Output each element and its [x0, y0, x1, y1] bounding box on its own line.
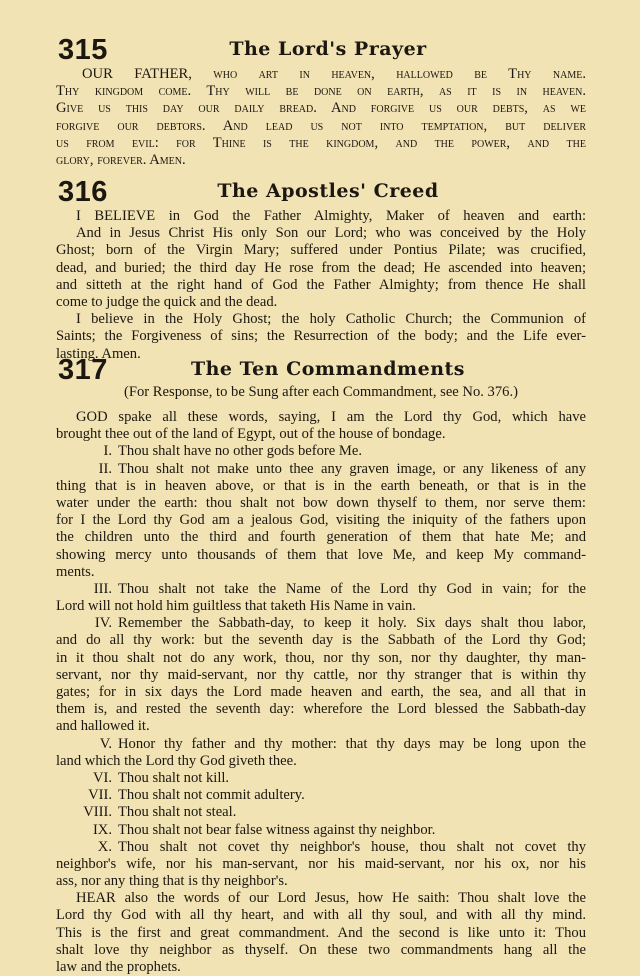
section-title: The Lord's Prayer [229, 38, 427, 60]
commandment-7 [56, 787, 586, 804]
text-line: dead, and buried; the third day He rose from the dead; He ascended into heaven; [56, 259, 586, 276]
commandment-10 [56, 839, 586, 856]
closing-line: HEAR also the words of our Lord Jesus, how He saith: Thou shalt love the [76, 890, 586, 907]
numeral: VI. [92, 769, 112, 786]
text-line: gates; for in six days the Lord made heaven and earth, the sea, and all that in [56, 684, 586, 700]
text-line: them is, and rested the seventh day: wherefore the Lord blessed the Sabbath-day [56, 701, 586, 718]
commandment-8 [56, 804, 586, 821]
commandment-text: Thou shalt not take the Name of the Lord thy God in vain; for the [118, 580, 586, 597]
text-line: Thy kingdom come. Thy will be done on earth, as it is in heaven. [56, 83, 586, 100]
commandment-1 [56, 443, 586, 460]
numeral: II. [98, 460, 112, 477]
section-number: 315 [58, 34, 108, 66]
commandment-9 [56, 822, 586, 839]
commandment-text: Thou shalt not kill. [118, 769, 230, 786]
text-line: Give us this day our daily bread. And forgive us our debts, as we [56, 100, 586, 117]
text-line: come to judge the quick and the dead. [56, 293, 278, 310]
commandment-text: Thou shalt not steal. [118, 804, 237, 821]
text-line: I BELIEVE in God the Father Almighty, Maker of heaven and earth: [76, 208, 586, 224]
closing-line: Lord thy God with all thy heart, and with all thy soul, and with all thy mind. [56, 907, 586, 924]
text-line: I believe in the Holy Ghost; the holy Catholic Church; the Communion of [76, 311, 586, 328]
numeral: X. [97, 838, 112, 855]
text-line: forgive our debtors. And lead us not into temptation, but deliver [56, 117, 586, 134]
text-line: neighbor's wife, nor his man-servant, nor his maid-servant, nor his ox, nor his [56, 855, 586, 872]
text-line: ments. [56, 563, 95, 580]
numeral: I. [103, 443, 112, 460]
commandment-5 [56, 736, 586, 753]
text-line: lasting. Amen. [56, 345, 141, 362]
text-line: and sitteth at the right hand of God the Father Almighty; from thence He shall [56, 276, 586, 293]
commandment-text: Thou shalt not commit adultery. [118, 787, 305, 804]
closing-line: shalt love thy neighbor as thyself. On these two commandments hang all the [56, 941, 586, 958]
commandment-4 [56, 615, 586, 632]
section-title: The Ten Commandments [190, 358, 466, 380]
lords-prayer-text [56, 66, 586, 169]
intro-line: GOD spake all these words, saying, I am the Lord thy God, which have [76, 409, 586, 425]
text-line: servant, nor thy maid-servant, nor thy cattle, nor thy stranger that is within thy [56, 666, 586, 683]
numeral: VIII. [83, 804, 112, 821]
text-line: OUR FATHER, who art in heaven, hallowed be Thy name. [82, 66, 586, 82]
commandment-text: Thou shalt have no other gods before Me. [118, 443, 362, 460]
intro-line: brought thee out of the land of Egypt, out of the house of bondage. [56, 426, 446, 443]
commandment-2 [56, 461, 586, 478]
text-line: and hallowed it. [56, 718, 150, 735]
numeral: VII. [88, 787, 112, 804]
numeral: III. [93, 580, 112, 597]
commandment-text: Thou shalt not make unto thee any graven image, or any likeness of any [118, 460, 586, 477]
text-line: in it thou shalt not do any work, thou, nor thy son, nor thy daughter, thy man- [56, 649, 586, 666]
commandment-text: Remember the Sabbath-day, to keep it holy. Six days shalt thou labor, [118, 615, 586, 632]
commandment-text: Honor thy father and thy mother: that thy days may be long upon the [118, 735, 586, 752]
text-line: the children unto the third and fourth generation of them that hate Me; and [56, 529, 586, 546]
text-line: glory, forever. Amen. [56, 151, 186, 168]
text-line: showing mercy unto thousands of them that love Me, and keep My command- [56, 546, 586, 563]
section-number: 317 [58, 354, 108, 386]
closing-line: law and the prophets. [56, 959, 181, 975]
closing-line: This is the first and great commandment. And the second is like unto it: Thou [56, 924, 586, 941]
ten-commandments-text [56, 409, 586, 976]
text-line: for I the Lord thy God am a jealous God, visiting the iniquity of the fathers upon [56, 512, 586, 529]
commandment-text: Thou shalt not covet thy neighbor's house, thou shalt not covet thy [118, 838, 586, 855]
text-line: us from evil: for Thine is the kingdom, and the power, and the [56, 134, 586, 151]
numeral: IV. [94, 615, 112, 632]
text-line: Ghost; born of the Virgin Mary; suffered under Pontius Pilate; was crucified, [56, 242, 586, 259]
text-line: water under the earth: thou shalt not bow down thyself to them, nor serve them: [56, 494, 586, 511]
section-subtitle: (For Response, to be Sung after each Commandment, see No. 376.) [124, 384, 518, 400]
commandment-text: Thou shalt not bear false witness against thy neighbor. [118, 821, 436, 838]
numeral: V. [99, 735, 112, 752]
text-line: thing that is in heaven above, or that is in the earth beneath, or that is in the [56, 477, 586, 494]
text-line: Saints; the Forgiveness of sins; the Resurrection of the body; and the Life ever- [56, 328, 586, 345]
commandment-3 [56, 581, 586, 598]
text-line: and do all thy work: but the seventh day is the Sabbath of the Lord thy God; [56, 632, 586, 649]
section-title: The Apostles' Creed [217, 180, 439, 202]
text-line: Lord will not hold him guiltless that taketh His Name in vain. [56, 598, 416, 615]
apostles-creed-text [56, 208, 586, 363]
numeral: IX. [92, 821, 112, 838]
section-number: 316 [58, 176, 108, 208]
text-line: land which the Lord thy God giveth thee. [56, 752, 297, 769]
text-line: And in Jesus Christ His only Son our Lord; who was conceived by the Holy [76, 225, 586, 242]
commandment-6 [56, 770, 586, 787]
text-line: ass, nor any thing that is thy neighbor's. [56, 873, 288, 890]
